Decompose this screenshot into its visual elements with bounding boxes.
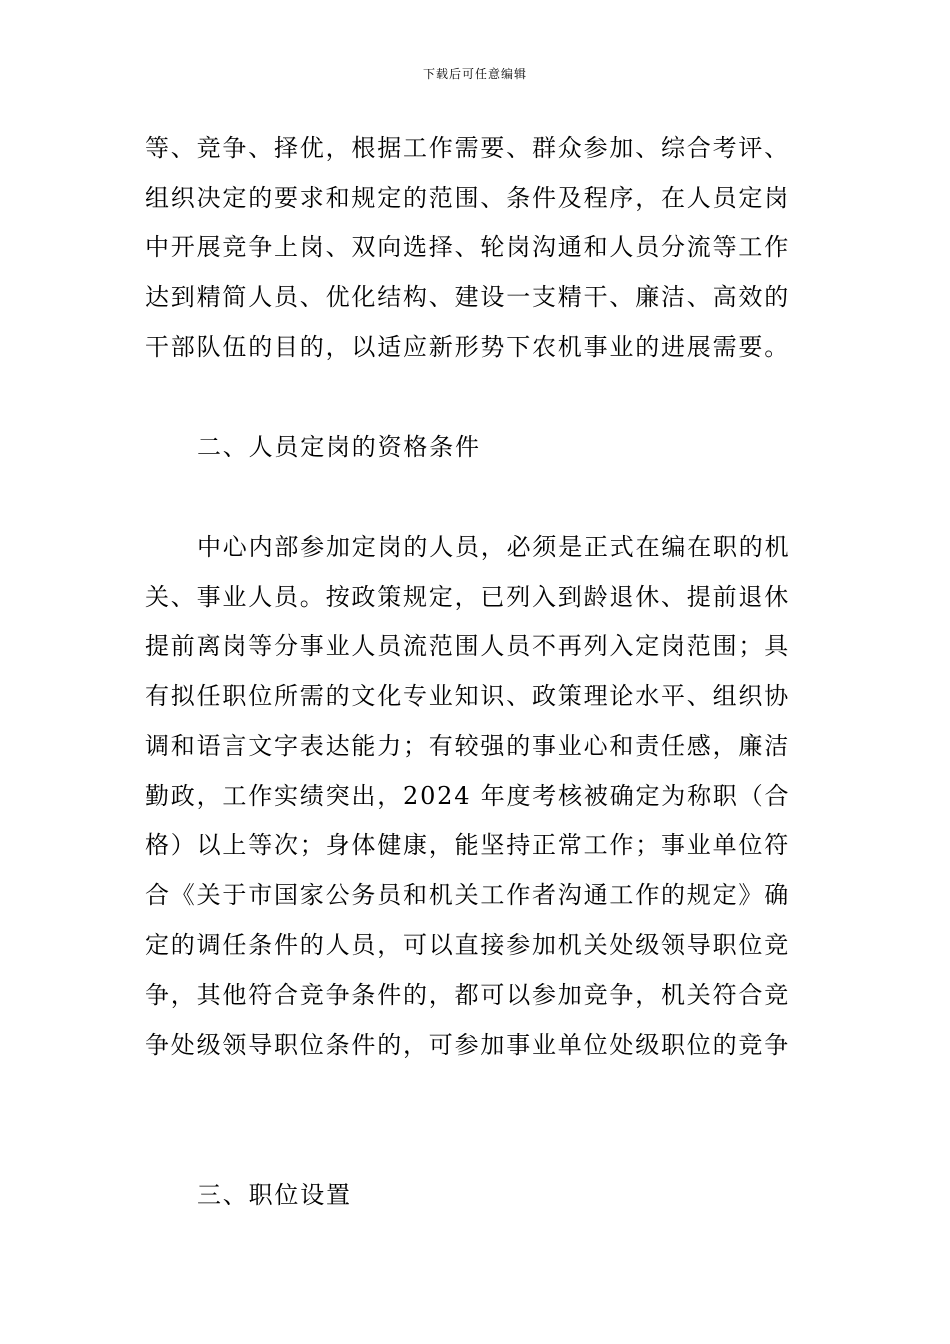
- paragraph-line: 提前离岗等分事业人员流范围人员不再列入定岗范围；具: [145, 632, 790, 660]
- paragraph-line: 达到精简人员、优化结构、建设一支精干、廉洁、高效的: [145, 283, 790, 311]
- paragraph-line: 组织决定的要求和规定的范围、条件及程序，在人员定岗: [145, 184, 790, 212]
- section-heading-3: 三、职位设置: [197, 1181, 352, 1209]
- paragraph-line: 格）以上等次；身体健康，能坚持正常工作；事业单位符: [145, 831, 790, 859]
- paragraph-line: 定的调任条件的人员，可以直接参加机关处级领导职位竞: [145, 931, 790, 959]
- paragraph-line: 有拟任职位所需的文化专业知识、政策理论水平、组织协: [145, 682, 790, 710]
- page-header-note: 下载后可任意编辑: [422, 67, 527, 81]
- paragraph-line: 调和语言文字表达能力；有较强的事业心和责任感，廉洁: [145, 732, 790, 760]
- paragraph-line: 争，其他符合竞争条件的，都可以参加竞争，机关符合竞: [145, 981, 790, 1009]
- paragraph-line: 中心内部参加定岗的人员，必须是正式在编在职的机: [197, 533, 791, 561]
- paragraph-line: 争处级领导职位条件的，可参加事业单位处级职位的竞争: [145, 1031, 790, 1059]
- paragraph-line: 等、竞争、择优，根据工作需要、群众参加、综合考评、: [145, 134, 790, 162]
- paragraph-line: 干部队伍的目的，以适应新形势下农机事业的进展需要。: [145, 333, 790, 361]
- paragraph-line: 中开展竞争上岗、双向选择、轮岗沟通和人员分流等工作: [145, 233, 790, 261]
- paragraph-line: 合《关于市国家公务员和机关工作者沟通工作的规定》确: [145, 881, 790, 909]
- paragraph-line: 关、事业人员。按政策规定，已列入到龄退休、提前退休: [145, 583, 790, 611]
- paragraph-line: 勤政，工作实绩突出，2024 年度考核被确定为称职（合: [145, 782, 791, 810]
- section-heading-2: 二、人员定岗的资格条件: [197, 433, 481, 461]
